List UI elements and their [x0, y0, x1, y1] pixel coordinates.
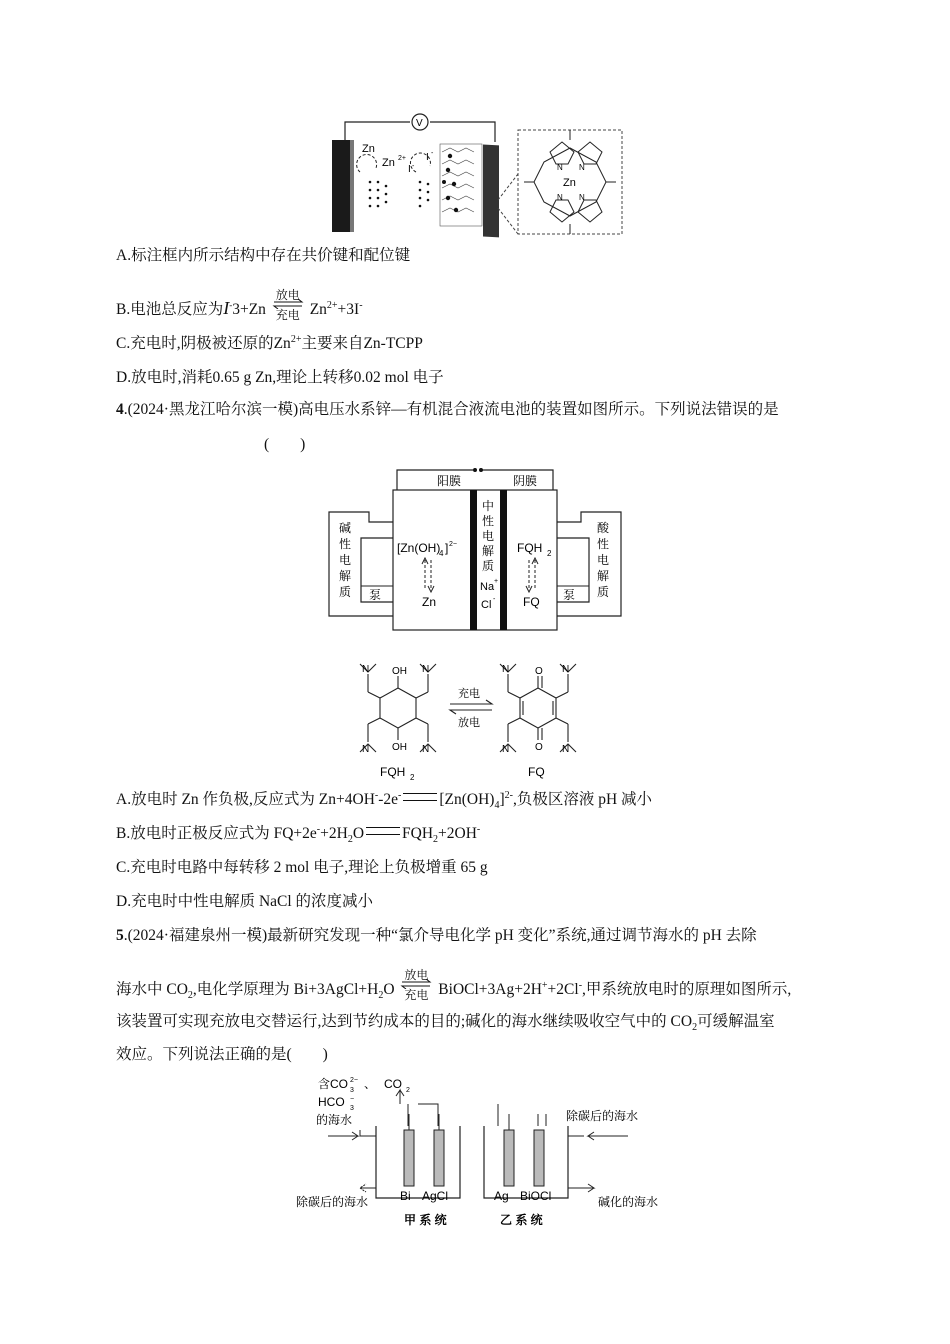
- svg-text:泵: 泵: [369, 588, 382, 602]
- svg-text:含CO: 含CO: [318, 1077, 349, 1091]
- svg-text:O: O: [535, 666, 543, 677]
- svg-text:除碳后的海水: 除碳后的海水: [296, 1195, 369, 1209]
- q4-option-a: A.放电时 Zn 作负极,反应式为 Zn+4OH--2e- $[Zn(OH)_4]^{2-}$,负极区溶液 pH 减小: [116, 789, 653, 812]
- svg-text:Na: Na: [480, 581, 495, 593]
- svg-text:[Zn(OH): [Zn(OH): [397, 541, 441, 555]
- svg-text:碱: 碱: [339, 521, 352, 535]
- svg-text:]: ]: [445, 541, 449, 555]
- svg-text:2: 2: [410, 773, 415, 782]
- svg-text:−: −: [350, 1096, 355, 1103]
- zn-label: Zn: [362, 143, 375, 155]
- q3-option-a: A.标注框内所示结构中存在共价键和配位键: [116, 247, 411, 264]
- svg-text:N: N: [502, 744, 510, 755]
- svg-text:中: 中: [482, 499, 495, 513]
- svg-text:解: 解: [339, 569, 352, 583]
- svg-text:充电: 充电: [458, 688, 480, 700]
- svg-text:Cl: Cl: [481, 599, 492, 611]
- svg-text:2+: 2+: [398, 155, 406, 162]
- svg-text:的海水: 的海水: [316, 1113, 353, 1127]
- svg-text:除碳后的海水: 除碳后的海水: [566, 1109, 639, 1123]
- q5-stem-line4: 效应。下列说法正确的是( ): [116, 1046, 328, 1063]
- svg-text:N: N: [502, 664, 510, 675]
- q4-stem: 4.(2024·黑龙江哈尔滨一模)高电压水系锌—有机混合液流电池的装置如图所示。下列说法错误的是: [116, 401, 779, 418]
- svg-text:N: N: [579, 163, 585, 172]
- svg-text:OH: OH: [392, 666, 407, 677]
- i-label: I: [408, 164, 411, 175]
- svg-text:酸: 酸: [597, 521, 610, 535]
- svg-text:HCO: HCO: [318, 1095, 345, 1109]
- q4-answer-paren: ( ): [264, 436, 306, 453]
- svg-text:2−: 2−: [449, 541, 457, 548]
- svg-text:OH: OH: [392, 742, 407, 753]
- svg-text:3: 3: [350, 1105, 354, 1112]
- fqh2-fq-reaction-diagram: [338, 652, 618, 782]
- svg-text:O: O: [535, 742, 543, 753]
- svg-text:性: 性: [597, 537, 610, 551]
- svg-text:N: N: [422, 744, 430, 755]
- svg-text:质: 质: [597, 585, 610, 599]
- q3-option-d: D.放电时,消耗0.65 g Zn,理论上转移0.02 mol 电子: [116, 369, 444, 386]
- svg-text:N: N: [362, 664, 370, 675]
- svg-text:+: +: [494, 578, 499, 585]
- svg-text:N: N: [562, 664, 570, 675]
- svg-text:FQH: FQH: [517, 541, 543, 555]
- svg-text:N: N: [579, 193, 585, 202]
- svg-text:碱化的海水: 碱化的海水: [598, 1195, 658, 1209]
- q4-option-d: D.充电时中性电解质 NaCl 的浓度减小: [116, 893, 374, 910]
- q5-stem-line3: 该装置可实现充放电交替运行,达到节约成本的目的;碱化的海水继续吸收空气中的 $CO_2$可缓解温室: [116, 1013, 775, 1034]
- q4-option-c: C.充电时电路中每转移 2 mol 电子,理论上负极增重 65 g: [116, 859, 488, 876]
- seawater-co2-removal-diagram: [288, 1074, 658, 1230]
- svg-text:电: 电: [482, 529, 495, 543]
- svg-text:BiOCl: BiOCl: [520, 1189, 552, 1203]
- svg-text:Zn: Zn: [422, 595, 437, 609]
- svg-text:-: -: [493, 596, 496, 603]
- svg-text:电: 电: [597, 553, 610, 567]
- svg-text:4: 4: [439, 549, 444, 558]
- i3-label: I: [426, 152, 429, 163]
- q4-option-b: B.放电时正极反应式为 $FQ+2e^-+2H_2O$ $FQH_2+2OH^-$: [116, 823, 481, 846]
- svg-text:、: 、: [364, 1077, 377, 1091]
- svg-text:AgCl: AgCl: [422, 1189, 449, 1203]
- svg-text:甲 系 统: 甲 系 统: [404, 1213, 447, 1227]
- flow-battery-diagram: [325, 466, 625, 632]
- svg-text:-: -: [431, 150, 434, 157]
- svg-text:Ag: Ag: [494, 1189, 509, 1203]
- porphyrin-center-label: Zn: [563, 177, 576, 189]
- svg-text:2: 2: [547, 549, 552, 558]
- svg-text:乙 系 统: 乙 系 统: [500, 1213, 543, 1227]
- q3-option-b: B.电池总反应为I-3+Zn 放电 充电 $Zn^{2+}+3I^-$: [116, 288, 363, 322]
- svg-text:FQ: FQ: [523, 595, 540, 609]
- fq-label: FQ: [528, 765, 545, 779]
- svg-text:阴膜: 阴膜: [513, 474, 538, 488]
- svg-text:质: 质: [339, 585, 352, 599]
- voltmeter-label: V: [416, 118, 423, 129]
- q3-option-c: C.充电时,阴极被还原的$Zn^{2+}$主要来自Zn-TCPP: [116, 333, 423, 352]
- svg-text:Bi: Bi: [400, 1189, 411, 1203]
- reversible-arrow: 放电 充电: [275, 288, 300, 322]
- svg-text:N: N: [422, 664, 430, 675]
- svg-text:N: N: [557, 163, 563, 172]
- svg-text:-: -: [412, 163, 415, 170]
- svg-text:N: N: [362, 744, 370, 755]
- q5-stem-line1: 5.(2024·福建泉州一模)最新研究发现一种“氯介导电化学 pH 变化”系统,通过调节海水的 pH 去除: [116, 927, 757, 944]
- svg-text:电: 电: [339, 553, 352, 567]
- svg-text:阳膜: 阳膜: [437, 474, 462, 488]
- svg-text:3: 3: [350, 1087, 354, 1094]
- svg-text:2: 2: [406, 1087, 410, 1094]
- svg-text:放电: 放电: [458, 717, 480, 729]
- fqh2-label: FQH: [380, 765, 406, 779]
- zn-tcpp-battery-diagram: [320, 112, 630, 238]
- reversible-arrow-q5: 放电 充电: [404, 968, 429, 1002]
- svg-text:性: 性: [482, 514, 495, 528]
- zn2-label: Zn: [382, 157, 395, 169]
- svg-text:解: 解: [482, 544, 495, 558]
- svg-text:质: 质: [482, 559, 495, 573]
- q5-stem-line2: 海水中 $CO_2$,电化学原理为 $Bi+3AgCl+H_2O$ 放电 充电 BiOCl+3Ag+2H++2Cl-,甲系统放电时的原理如图所示,: [116, 968, 792, 1002]
- svg-text:解: 解: [597, 569, 610, 583]
- svg-text:N: N: [562, 744, 570, 755]
- svg-text:性: 性: [339, 537, 352, 551]
- svg-text:N: N: [557, 193, 563, 202]
- svg-text:2−: 2−: [350, 1077, 358, 1084]
- svg-text:泵: 泵: [563, 588, 576, 602]
- svg-text:CO: CO: [384, 1077, 402, 1091]
